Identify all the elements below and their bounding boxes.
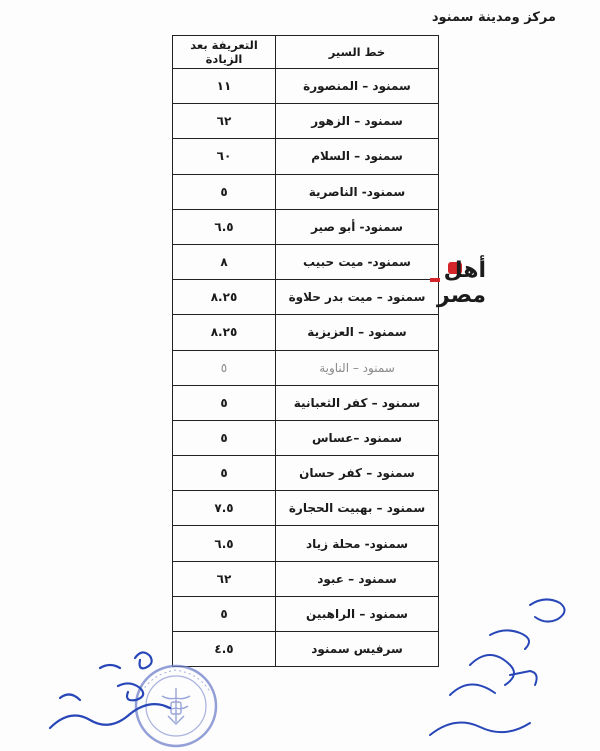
fare-cell: ٦٢ [173, 561, 276, 596]
fare-cell: ٥ [173, 456, 276, 491]
route-cell: سمنود – بهبيت الحجارة [276, 491, 439, 526]
column-header-fare: التعريفة بعد الزيادة [173, 36, 276, 69]
table-row [173, 315, 439, 350]
fare-cell: ٥ [173, 350, 276, 385]
route-cell: سمنود – ميت بدر حلاوة [276, 280, 439, 315]
route-cell: سرفيس سمنود [276, 632, 439, 667]
table-row [173, 491, 439, 526]
table-row [173, 526, 439, 561]
fare-cell: ٥ [173, 174, 276, 209]
fare-table [172, 35, 439, 667]
table-row [173, 456, 439, 491]
signature-left [40, 638, 180, 738]
route-cell: سمنود – كفر حسان [276, 456, 439, 491]
table-row [173, 244, 439, 279]
route-cell: سمنود- أبو صير [276, 209, 439, 244]
header-title: مركز ومدينة سمنود [431, 10, 556, 25]
route-cell: سمنود – السلام [276, 139, 439, 174]
table-row [173, 209, 439, 244]
table-row [173, 280, 439, 315]
table-header-row [173, 36, 439, 69]
fare-cell: ٥ [173, 596, 276, 631]
fare-cell: ٧.٥ [173, 491, 276, 526]
route-cell: سمنود – الناوية [276, 350, 439, 385]
table-row [173, 420, 439, 455]
column-header-route: خط السير [276, 36, 439, 69]
fare-cell: ٦٢ [173, 104, 276, 139]
route-cell: سمنود – المنصورة [276, 69, 439, 104]
table-row [173, 561, 439, 596]
table-row [173, 104, 439, 139]
fare-cell: ٤.٥ [173, 632, 276, 667]
table-row [173, 139, 439, 174]
route-cell: سمنود – الزهور [276, 104, 439, 139]
fare-cell: ١١ [173, 69, 276, 104]
table-row [173, 69, 439, 104]
route-cell: سمنود – عبود [276, 561, 439, 596]
fare-cell: ٨ [173, 244, 276, 279]
table-row [173, 385, 439, 420]
fare-cell: ٦٠ [173, 139, 276, 174]
table-row [173, 596, 439, 631]
route-cell: سمنود – كفر الثعبانية [276, 385, 439, 420]
fare-cell: ٥ [173, 385, 276, 420]
signature-right [410, 575, 580, 745]
route-cell: سمنود- محلة زياد [276, 526, 439, 561]
logo-text: أهل مصر [437, 258, 486, 308]
fare-cell: ٨.٢٥ [173, 315, 276, 350]
route-cell: سمنود – العزيزية [276, 315, 439, 350]
table-row [173, 350, 439, 385]
fare-cell: ٦.٥ [173, 209, 276, 244]
fare-cell: ٥ [173, 420, 276, 455]
route-cell: سمنود –عساس [276, 420, 439, 455]
watermark-logo [430, 258, 486, 308]
route-cell: سمنود- الناصرية [276, 174, 439, 209]
route-cell: سمنود – الراهبين [276, 596, 439, 631]
fare-cell: ٦.٥ [173, 526, 276, 561]
table-row [173, 174, 439, 209]
fare-cell: ٨.٢٥ [173, 280, 276, 315]
route-cell: سمنود- ميت حبيب [276, 244, 439, 279]
